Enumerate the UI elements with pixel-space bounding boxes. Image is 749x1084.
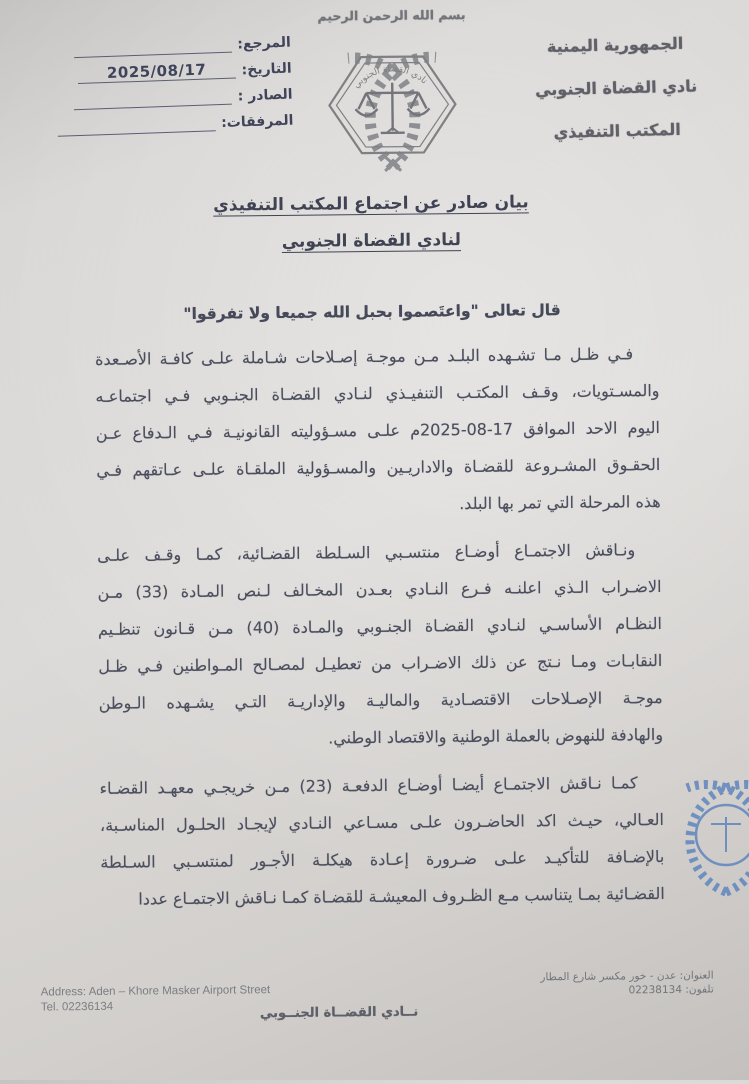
body-line: النقابـات ومـا نـتج عن ذلك الاضـراب من تعطيـل لمصـالح المـواطنين فـي ظـل — [98, 642, 662, 685]
organization-name: نادي القضاة الجنوبي — [500, 76, 732, 101]
blue-club-stamp-icon — [651, 762, 749, 912]
meta-fields-block — [23, 32, 294, 145]
body-line: فـي ظـل مـا تشـهده البلـد مـن موجـة إصـلاحات شـاملة علـى كافـة الأصـعدة — [95, 335, 659, 378]
footer-address-english — [41, 983, 271, 1015]
issued-blank-line — [73, 86, 232, 111]
date-value: 2025/08/17 — [107, 61, 207, 82]
field-row-attachments — [25, 110, 293, 138]
reference-blank-line — [73, 34, 232, 59]
emblem-arc-text: نادي القضاة الجنوبي — [351, 64, 429, 91]
body-line: اليوم الاحد الموافق 17-08-2025م علـى مسـؤوليته القانونيـة فـي الـدفاع عـن — [96, 409, 660, 452]
issued-label: الصادر : — [237, 87, 292, 105]
body-line: ونـاقش الاجتمـاع أوضـاع منتسـبي السـلطة القضـائية، كمـا وقـف علـى — [97, 531, 661, 574]
body-line: كمـا نـاقش الاجتمـاع أيضـا أوضـاع الدفعـة (23) مـن خريجـي معهـد القضـاء — [99, 764, 663, 807]
reference-label: المرجع: — [237, 35, 291, 53]
phone-en: Tel. 02236134 — [41, 998, 271, 1015]
body-line: والمسـتويات، وقـف المكتـب التنفيـذي لنـادي القضـاة الجنـوبي فـي اجتماعـه — [95, 372, 659, 415]
letterhead-center — [286, 7, 498, 180]
body-line: الحقـوق المشـروعة للقضـاة والاداريـين والمسـؤولية الملقـاة علـى عـاتقهم فـي — [96, 446, 660, 489]
date-line — [77, 60, 236, 85]
footer-club-name: نــادي القضــاة الجنــوبي — [260, 1005, 418, 1022]
letterhead-titles — [499, 33, 734, 168]
letterhead — [0, 0, 745, 186]
club-emblem — [292, 24, 494, 176]
field-row-issued — [24, 84, 292, 112]
bismillah-calligraphy: بسم الله الرحمن الرحيم — [286, 7, 496, 24]
attachments-blank-line — [57, 112, 216, 137]
field-row-reference — [23, 32, 291, 60]
body-line: القضـائية بمـا يتناسب مـع الظـروف المعيشـة للقضـاة كمـا نـاقش الاجتمـاع عددا — [101, 875, 665, 918]
statement-title-line2: لنادي القضاة الجنوبي — [0, 227, 746, 255]
address-en: Address: Aden – Khore Masker Airport Street — [41, 983, 271, 1000]
country-name: الجمهورية اليمنية — [499, 33, 731, 58]
paragraph — [99, 764, 665, 918]
body-line: العـالي، حيـث اكد الحاضـرون علـى مسـاعي النـادي لإيجـاد الحلـول المناسـبة، — [100, 801, 664, 844]
address-ar: العنوان: عدن - خور مكسر شارع المطار — [540, 968, 713, 984]
footer-address-arabic — [540, 968, 714, 998]
quran-quote: قال تعالى "واعتَصموا بحبل الله جميعا ولا تفرقوا" — [0, 299, 747, 325]
body-line: موجـة الإصـلاحات الاقتصـادية والماليـة والإداريـة التـي يشـهده الـوطن — [99, 679, 663, 722]
statement-title-line1: بيان صادر عن اجتماع المكتب التنفيذي — [0, 190, 746, 218]
body-line: والهادفة للنهوض بالعملة الوطنية والاقتصاد الوطني. — [99, 716, 663, 759]
date-label: التاريخ: — [241, 61, 292, 79]
paragraph — [95, 335, 661, 526]
office-name: المكتب التنفيذي — [501, 119, 733, 144]
body-line: الاضـراب الـذي اعلنـه فـرع النـادي بعـدن المخـالف لـنص المـادة (33) مـن — [97, 568, 661, 611]
field-row-date — [23, 58, 291, 86]
body-paragraphs — [95, 335, 665, 918]
phone-ar: تلفون: 02238134 — [540, 982, 713, 998]
body-line: النظـام الأساسـي لنـادي القضـاة الجنـوبي والمـادة (40) مـن قـانون تنظـيم — [98, 605, 662, 648]
paragraph — [97, 531, 663, 759]
body-line: هذه المرحلة التي تمر بها البلد. — [96, 483, 660, 526]
attachments-label: المرفقات: — [221, 113, 294, 132]
body-line: بالإضـافة للتأكيـد علـى ضـرورة إعـادة هيكلـة الأجـور لمنتسـبي السـلطة — [100, 838, 664, 881]
